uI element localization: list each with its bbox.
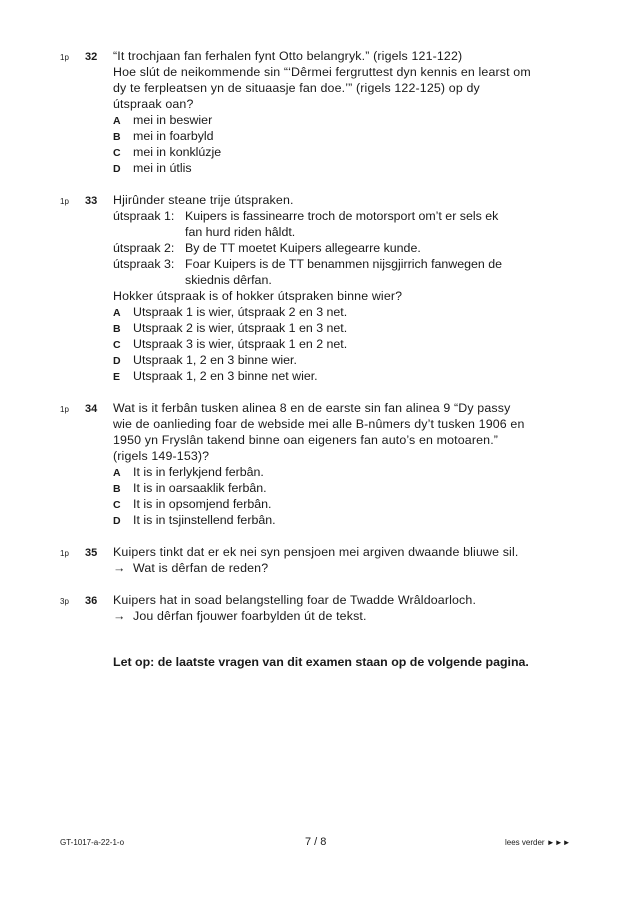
continue-indicator: lees verder ►►►: [505, 838, 571, 847]
task-text: Wat is dêrfan de reden?: [133, 561, 269, 575]
statement-continuation: skiednis dêrfan.: [185, 273, 272, 287]
statement-label: útspraak 2:: [113, 241, 175, 255]
question-text: wie de oanlieding foar de webside mei alle B-nûmers dy’t tusken 1906 en: [113, 417, 525, 431]
task-text: Jou dêrfan fjouwer foarbylden út de tekst.: [133, 609, 367, 623]
statement-continuation: fan hurd riden hâldt.: [185, 225, 296, 239]
question-points: 3p: [60, 597, 69, 606]
statement-3: [113, 256, 502, 272]
answer-option: [113, 336, 347, 353]
option-text: Utspraak 1, 2 en 3 binne net wier.: [133, 369, 318, 383]
question-number: 33: [85, 195, 98, 207]
option-letter: D: [113, 515, 121, 527]
option-text: Utspraak 3 is wier, útspraak 1 en 2 net.: [133, 337, 348, 351]
option-text: It is in tsjinstellend ferbân.: [133, 513, 276, 527]
answer-option: [113, 480, 267, 497]
question-points: 1p: [60, 549, 69, 558]
question-text: “It trochjaan fan ferhalen fynt Otto belangryk.” (rigels 121-122): [113, 49, 463, 63]
option-text: Utspraak 2 is wier, útspraak 1 en 3 net.: [133, 321, 348, 335]
question-intro: Hjirûnder steane trije útspraken.: [113, 193, 294, 207]
question-number: 32: [85, 51, 98, 63]
answer-option: [113, 352, 297, 369]
answer-option: [113, 368, 318, 385]
statement-text: Kuipers is fassinearre troch de motorsport om’t er sels ek: [185, 209, 499, 223]
answer-option: [113, 496, 271, 513]
option-letter: C: [113, 147, 121, 159]
option-letter: B: [113, 131, 121, 143]
option-letter: A: [113, 115, 121, 127]
arrow-icon: →: [113, 609, 126, 623]
question-points: 1p: [60, 197, 69, 206]
option-text: It is in opsomjend ferbân.: [133, 497, 272, 511]
option-letter: B: [113, 323, 121, 335]
page-number: 7 / 8: [305, 836, 327, 848]
option-letter: E: [113, 371, 121, 383]
option-text: It is in oarsaaklik ferbân.: [133, 481, 267, 495]
question-text: dy te ferpleatsen yn de situaasje fan doe.’” (rigels 122-125) op dy: [113, 81, 480, 95]
statement-text: Foar Kuipers is de TT benammen nijsgjirrich fanwegen de: [185, 257, 503, 271]
option-text: mei in útlis: [133, 161, 192, 175]
question-number: 34: [85, 403, 98, 415]
answer-option: [113, 304, 347, 321]
option-letter: D: [113, 355, 121, 367]
option-letter: C: [113, 339, 121, 351]
question-text: Kuipers hat in soad belangstelling foar de Twadde Wrâldoarloch.: [113, 593, 477, 607]
question-text: Hokker útspraak is of hokker útspraken binne wier?: [113, 289, 403, 303]
answer-option: [113, 320, 347, 337]
answer-option: [113, 160, 192, 177]
option-letter: A: [113, 307, 121, 319]
question-points: 1p: [60, 53, 69, 62]
option-text: mei in konklúzje: [133, 145, 222, 159]
question-number: 35: [85, 547, 98, 559]
option-text: Utspraak 1, 2 en 3 binne wier.: [133, 353, 297, 367]
answer-option: [113, 144, 221, 161]
question-text: Wat is it ferbân tusken alinea 8 en de earste sin fan alinea 9 “Dy passy: [113, 401, 511, 415]
option-letter: C: [113, 499, 121, 511]
question-text: útspraak oan?: [113, 97, 194, 111]
question-task: [113, 608, 367, 624]
option-letter: B: [113, 483, 121, 495]
question-points: 1p: [60, 405, 69, 414]
exam-code: GT-1017-a-22-1-o: [60, 838, 125, 847]
question-number: 36: [85, 595, 98, 607]
statement-label: útspraak 1:: [113, 209, 175, 223]
next-page-note: Let op: de laatste vragen van dit examen staan op de volgende pagina.: [113, 655, 529, 669]
statement-label: útspraak 3:: [113, 257, 175, 271]
answer-option: [113, 112, 212, 129]
option-letter: A: [113, 467, 121, 479]
answer-option: [113, 464, 264, 481]
option-text: mei in beswier: [133, 113, 213, 127]
question-text: 1950 yn Fryslân takend binne oan eigeners fan auto’s en motoaren.”: [113, 433, 499, 447]
statement-1: [113, 208, 498, 224]
statement-2: [113, 240, 421, 256]
question-text: (rigels 149-153)?: [113, 449, 210, 463]
option-text: It is in ferlykjend ferbân.: [133, 465, 264, 479]
option-text: Utspraak 1 is wier, útspraak 2 en 3 net.: [133, 305, 348, 319]
arrow-icon: →: [113, 561, 126, 575]
option-letter: D: [113, 163, 121, 175]
answer-option: [113, 512, 276, 529]
answer-option: [113, 128, 214, 145]
question-text: Kuipers tinkt dat er ek nei syn pensjoen mei argiven dwaande bliuwe sil.: [113, 545, 519, 559]
question-text: Hoe slút de neikommende sin “‘Dêrmei fergruttest dyn kennis en learst om: [113, 65, 531, 79]
option-text: mei in foarbyld: [133, 129, 214, 143]
question-task: [113, 560, 268, 576]
statement-text: By de TT moetet Kuipers allegearre kunde.: [185, 241, 421, 255]
